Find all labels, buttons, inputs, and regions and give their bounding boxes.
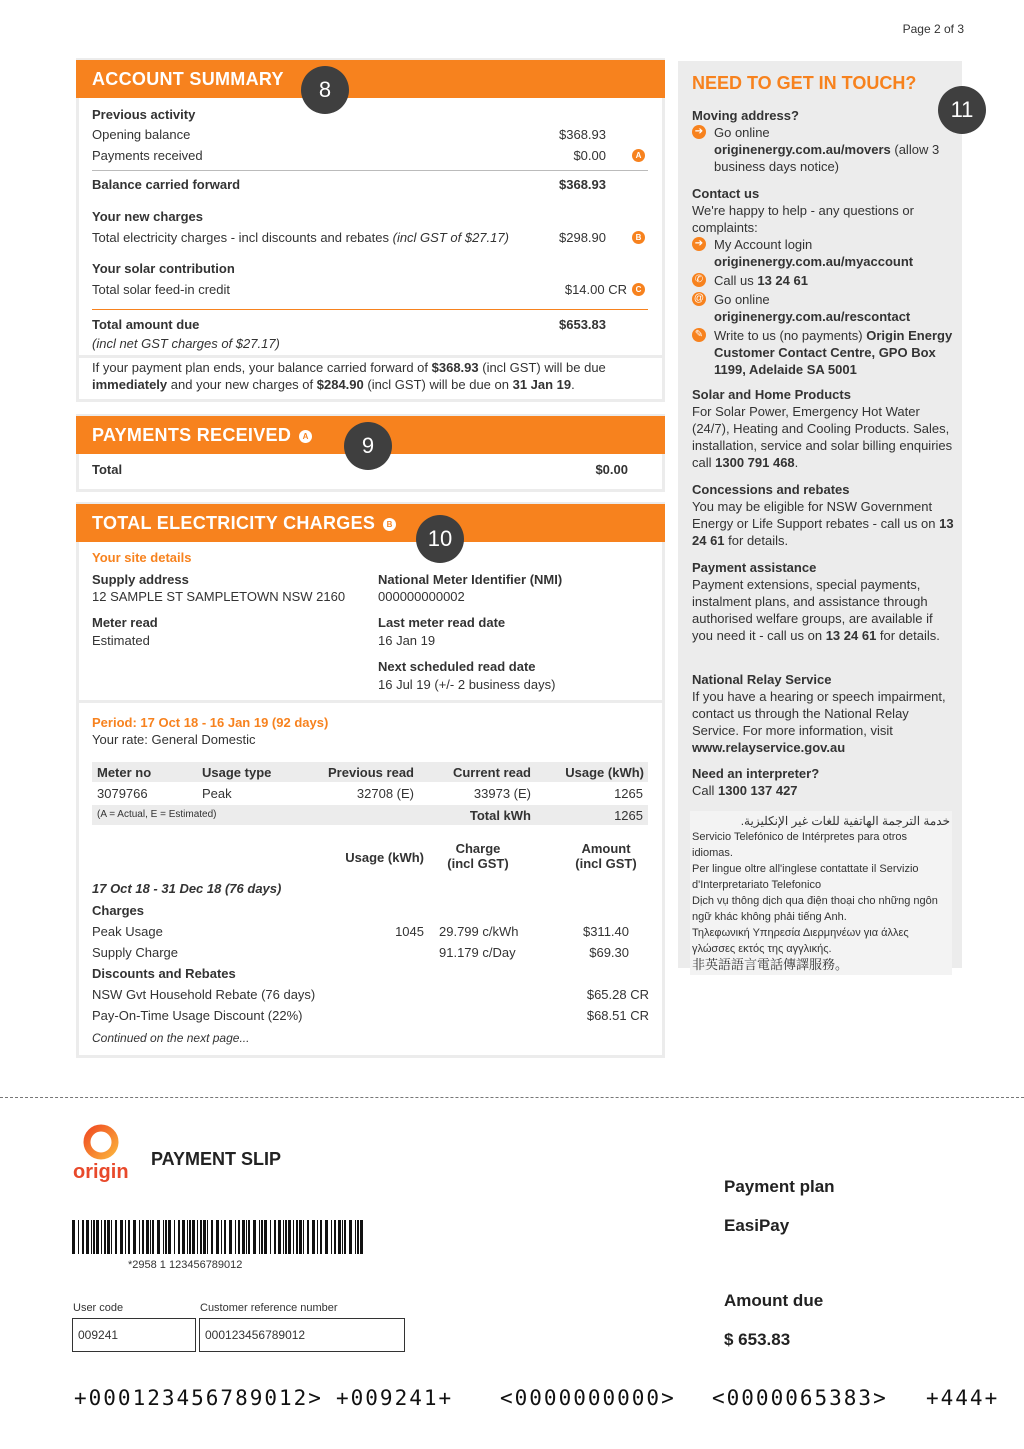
nmi-label: National Meter Identifier (NMI) (378, 572, 563, 587)
page-number: Page 2 of 3 (902, 22, 964, 36)
divider (92, 170, 648, 171)
ocr-line-2: +009241+ (336, 1386, 454, 1410)
origin-logo (73, 1124, 129, 1184)
supply-address-label: Supply address (92, 572, 189, 587)
marker-b-icon: B (632, 231, 645, 244)
concessions-section: Concessions and rebates You may be eligible for NSW Government Energy or Life Support rebates - call us on 13 24 61 for details. (692, 482, 954, 548)
opening-balance-label: Opening balance (92, 127, 191, 142)
rebate-amount: $65.28 CR (586, 987, 649, 1002)
account-summary-header (76, 60, 665, 98)
solar-section: Solar and Home Products For Solar Power, Emergency Hot Water (24/7), Heating and Cooling Products. Sales, installation, service and solar billing enquiries call 1300 791 468. (692, 387, 953, 470)
electricity-charges-header (76, 504, 665, 542)
contact-section: Contact us We're happy to help - any questions or complaints: ➔ My Account login originenergy.com.au/myaccount ✆ Call us 13 24 61 @ Go online originenergy.com.au/rescontact ✎ Write to us (no payments) Origin Energy Customer Contact Centre, GPO Box 1199, Adelaide SA 5001 (692, 186, 953, 377)
origin-logo-text: origin (73, 1161, 129, 1183)
payment-slip-title: PAYMENT SLIP (151, 1149, 282, 1169)
step-8-badge: 8 (301, 66, 349, 114)
peak-usage-amount: $311.40 (582, 924, 629, 939)
ocr-line-1: +000123456789012> (74, 1386, 323, 1410)
supply-charge-label: Supply Charge (92, 945, 178, 960)
next-read-label: Next scheduled read date (378, 659, 536, 674)
divider (92, 309, 648, 310)
barcode-number: *2958 1 123456789012 (128, 1259, 243, 1271)
discounts-heading: Discounts and Rebates (92, 966, 236, 981)
charges-heading: Charges (92, 903, 145, 918)
opening-balance-value: $368.93 (559, 127, 606, 142)
user-code-label: User code (73, 1302, 124, 1314)
payments-total-label: Total (92, 462, 123, 477)
myaccount-link[interactable]: originenergy.com.au/myaccount (714, 254, 914, 269)
interpreter-languages: خدمة الترجمة الهاتفية للغات غير الإنكليزية. Servicio Telefónico de Intérpretes para otros idiomas. Per lingue oltre all'inglese contattate il Servizio d'Interpretariato Telefonico Dịch vụ thông dịch qua điện thoại cho những ngôn ngữ khác không phải tiếng Anh. Τηλεφωνική Υπηρεσία Διερμηνέων για άλλες γλώσσες εκτός της αγγλικής. 非英語語言電話傳譯服務。 (690, 811, 952, 975)
payments-received-value: $0.00 (573, 148, 606, 163)
origin-logo-icon (73, 1124, 129, 1160)
arrow-right-icon: ➔ (692, 125, 706, 139)
col-usage-type: Usage type (202, 765, 272, 780)
next-read-value: 16 Jul 19 (+/- 2 business days) (378, 677, 556, 692)
sub-period: 17 Oct 18 - 31 Dec 18 (76 days) (92, 881, 282, 896)
usage-kwh-cell: 1265 (614, 786, 643, 801)
new-charges-heading: Your new charges (92, 209, 204, 224)
meter-read-value: Estimated (92, 633, 150, 648)
balance-carried-forward-label: Balance carried forward (92, 177, 241, 192)
marker-b-icon: B (383, 518, 396, 531)
total-gst-note: (incl net GST charges of $27.17) (92, 336, 280, 351)
discount-label: Pay-On-Time Usage Discount (22%) (92, 1008, 303, 1023)
total-due-label: Total amount due (92, 317, 200, 332)
barcode (72, 1220, 368, 1254)
amount-due-value: $ 653.83 (724, 1330, 791, 1349)
payments-received-title: PAYMENTS RECEIVED (92, 425, 292, 445)
col-meter-no: Meter no (97, 765, 152, 780)
last-read-value: 16 Jan 19 (378, 633, 436, 648)
rebate-label: NSW Gvt Household Rebate (76 days) (92, 987, 316, 1002)
read-legend: (A = Actual, E = Estimated) (97, 809, 217, 820)
supply-charge-amount: $69.30 (589, 945, 629, 960)
movers-link[interactable]: originenergy.com.au/movers (714, 142, 891, 157)
previous-activity-heading: Previous activity (92, 107, 196, 122)
amount-due-label: Amount due (724, 1291, 824, 1310)
step-10-badge: 10 (416, 515, 464, 563)
meter-no-cell: 3079766 (97, 786, 148, 801)
nmi-value: 000000000002 (378, 589, 465, 604)
site-details-heading: Your site details (92, 550, 192, 565)
total-kwh-label: Total kWh (469, 808, 531, 823)
account-summary-title: ACCOUNT SUMMARY (92, 69, 284, 89)
payment-plan-value: EasiPay (724, 1216, 790, 1235)
marker-a-icon: A (299, 430, 312, 443)
divider (78, 700, 663, 703)
contact-title: NEED TO GET IN TOUCH? (692, 73, 917, 93)
ocr-line-5: +444+ (926, 1386, 1000, 1410)
moving-section: Moving address? ➔ Go online originenergy.com.au/movers (allow 3 business days notice) (692, 108, 940, 174)
continued-note: Continued on the next page... (92, 1031, 250, 1045)
relay-link[interactable]: www.relayservice.gov.au (692, 740, 846, 755)
usage-type-cell: Peak (202, 786, 232, 801)
electricity-charges-value: $298.90 (559, 230, 606, 245)
step-9-badge: 9 (344, 422, 392, 470)
col-current-read: Current read (452, 765, 531, 780)
meter-read-label: Meter read (92, 615, 158, 630)
payments-received-label: Payments received (92, 148, 203, 163)
marker-c-icon: C (632, 283, 645, 296)
total-due-value: $653.83 (559, 317, 606, 332)
peak-usage-label: Peak Usage (92, 924, 163, 939)
step-11-badge: 11 (938, 86, 986, 134)
divider (78, 355, 663, 358)
col-usage-kwh: Usage (kWh) (345, 850, 424, 865)
balance-carried-forward-value: $368.93 (559, 177, 606, 192)
peak-usage-kwh: 1045 (395, 924, 424, 939)
user-code-field: 009241 (72, 1318, 196, 1352)
ocr-line-3: <0000000000> (500, 1386, 676, 1410)
relay-section: National Relay Service If you have a hearing or speech impairment, contact us through the National Relay Service. For more information, visit www.relayservice.gov.au (692, 672, 946, 755)
payment-plan-note: If your payment plan ends, your balance carried forward of $368.93 (incl GST) will be due immediately and your new charges of $284.90 (incl GST) will be due on 31 Jan 19. (92, 360, 606, 392)
solar-credit-value: $14.00 CR (564, 282, 627, 297)
col-charge: Charge (incl GST) (447, 841, 509, 871)
electricity-charges-label: Total electricity charges - incl discounts and rebates (incl GST of $27.17) (92, 230, 509, 245)
discount-amount: $68.51 CR (586, 1008, 649, 1023)
rescontact-link[interactable]: originenergy.com.au/rescontact (714, 309, 911, 324)
arrow-right-icon: ➔ (692, 237, 706, 251)
solar-credit-label: Total solar feed-in credit (92, 282, 231, 297)
rate-label: Your rate: General Domestic (92, 732, 256, 747)
at-icon: @ (693, 293, 705, 304)
last-read-label: Last meter read date (378, 615, 506, 630)
pen-icon: ✎ (692, 328, 706, 342)
col-usage-kwh: Usage (kWh) (565, 765, 644, 780)
previous-read-cell: 32708 (E) (356, 786, 414, 801)
marker-a-icon: A (632, 149, 645, 162)
col-amount: Amount (incl GST) (575, 841, 637, 871)
total-kwh-value: 1265 (614, 808, 643, 823)
supply-address-value: 12 SAMPLE ST SAMPLETOWN NSW 2160 (92, 589, 346, 604)
payment-assistance-section: Payment assistance Payment extensions, special payments, instalment plans, and assistance through authorised welfare groups, are available if you need it - call us on 13 24 61 for details. (692, 560, 940, 643)
payments-total-value: $0.00 (595, 462, 628, 477)
payment-plan-label: Payment plan (724, 1177, 835, 1196)
customer-ref-label: Customer reference number (200, 1302, 338, 1314)
supply-charge-rate: 91.179 c/Day (439, 945, 516, 960)
solar-contribution-heading: Your solar contribution (92, 261, 235, 276)
phone-icon: ✆ (692, 273, 706, 287)
billing-period: Period: 17 Oct 18 - 16 Jan 19 (92 days) (92, 715, 329, 730)
contact-panel (678, 61, 974, 972)
ocr-line-4: <0000065383> (712, 1386, 888, 1410)
tear-line (0, 1097, 1024, 1098)
col-previous-read: Previous read (328, 765, 414, 780)
electricity-charges-title: TOTAL ELECTRICITY CHARGES (92, 513, 376, 533)
peak-usage-rate: 29.799 c/kWh (439, 924, 519, 939)
current-read-cell: 33973 (E) (473, 786, 531, 801)
interpreter-section: Need an interpreter? Call 1300 137 427 (692, 766, 820, 798)
customer-ref-field: 000123456789012 (199, 1318, 405, 1352)
